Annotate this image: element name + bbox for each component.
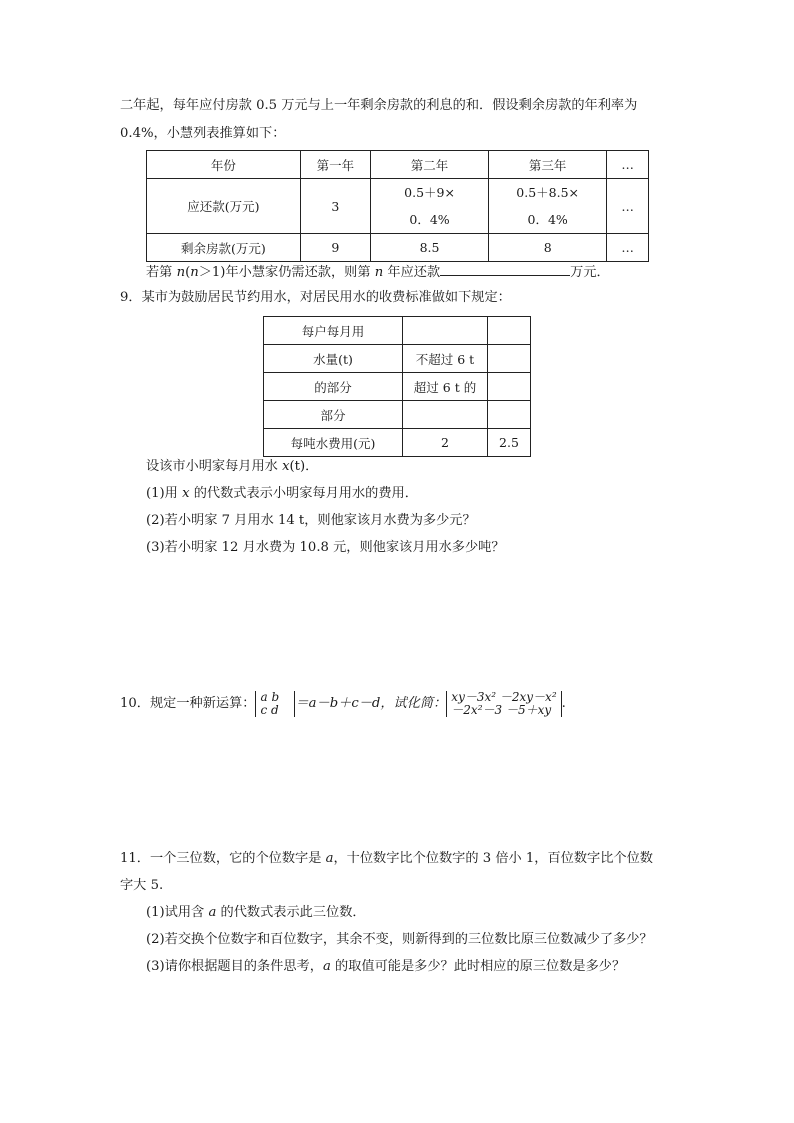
loan-table [146, 150, 649, 262]
q11-line-1 [120, 851, 653, 867]
water-r2c3 [488, 345, 531, 373]
q11-p1-rest: 的代数式表示此三位数． [216, 905, 366, 920]
q9-setup [146, 459, 318, 475]
answer-blank[interactable] [440, 262, 570, 276]
q9-var-x: x [282, 459, 290, 474]
water-r4c2 [403, 401, 488, 429]
water-r3c1: 的部分 [264, 373, 403, 401]
water-r2c2: 不超过 6 t [403, 345, 488, 373]
water-r5c1: 每吨水费用(元) [264, 429, 403, 457]
cell-payment-2-line-2: 0．4% [409, 212, 450, 227]
q11-p1-var: a [208, 905, 217, 920]
water-r3c3 [488, 373, 531, 401]
header-year-1: 第一年 [300, 151, 370, 179]
q8-text-prefix: 年应还款 [383, 265, 441, 280]
q9-setup-text: 设该市小明家每月用水 [146, 459, 283, 474]
q8-text-before: 若第 [146, 265, 177, 280]
q9-part-1 [146, 486, 418, 502]
water-r1c1: 每户每月用 [264, 317, 403, 345]
q8-text-cond: ＞1)年小慧家仍需还款，则第 [198, 265, 375, 280]
water-r1c2 [403, 317, 488, 345]
cell-payment-2-line-1: 0.5＋9× [404, 185, 455, 200]
q9-p1-rest: 的代数式表示小明家每月用水的费用． [189, 486, 418, 501]
q11-p3-rest: 的取值可能是多少？此时相应的原三位数是多少？ [330, 959, 626, 974]
intro-line-2: 0.4%，小慧列表推算如下： [120, 126, 286, 141]
det2-row-1: xy－3x² －2xy－x² [451, 689, 557, 704]
water-r5c3: 2.5 [488, 429, 531, 457]
q8-var-n: n [176, 265, 186, 280]
cell-remaining-ellipsis: … [607, 234, 649, 262]
q11-part-2: (2)若交换个位数字和百位数字，其余不变，则新得到的三位数比原三位数减少了多少？ [146, 932, 653, 947]
header-ellipsis: … [607, 151, 649, 179]
q11-p3-var: a [322, 959, 331, 974]
q8-question-tail [146, 262, 610, 281]
q11-line-2: 字大 5. [120, 878, 164, 893]
det2-row-2: －2x²－3 －5＋xy [451, 702, 552, 717]
q8-paren: ( [185, 265, 191, 280]
q8-var-n-2: n [374, 265, 384, 280]
cell-payment-3 [489, 179, 607, 234]
q11-part-1 [146, 905, 366, 921]
q11-var-a: a [325, 851, 334, 866]
cell-remaining-3: 8 [489, 234, 607, 262]
q11-text-b: ，十位数字比个位数字的 3 倍小 1，百位数字比个位数 [333, 851, 653, 866]
cell-payment-1: 3 [300, 179, 370, 234]
q9-p1-text: (1)用 [146, 486, 183, 501]
water-r4c1: 部分 [264, 401, 403, 429]
q11-p3-text: (3)请你根据题目的条件思考， [146, 959, 323, 974]
q9-setup-unit: (t)． [289, 459, 319, 474]
water-r5c2: 2 [403, 429, 488, 457]
cell-payment-3-line-2: 0．4% [527, 212, 568, 227]
cell-payment-2 [371, 179, 489, 234]
q9-p1-var: x [182, 486, 190, 501]
header-year-3: 第三年 [489, 151, 607, 179]
header-year-2: 第二年 [371, 151, 489, 179]
water-fee-table [263, 316, 531, 457]
q10-prefix: 10．规定一种新运算： [120, 696, 256, 711]
q8-unit: 万元． [570, 265, 610, 280]
q11-text-a: 11．一个三位数，它的个位数字是 [120, 851, 326, 866]
q10-definition: ＝a－b＋c－d，试化简： [295, 696, 447, 711]
water-r4c3 [488, 401, 531, 429]
row-payment-label: 应还款(万元) [147, 179, 301, 234]
q9-part-2: (2)若小明家 7 月用水 14 t，则他家该月水费为多少元？ [146, 513, 476, 528]
intro-line-1: 二年起，每年应付房款 0.5 万元与上一年剩余房款的利息的和．假设剩余房款的年利率为 [120, 98, 638, 113]
cell-remaining-1: 9 [300, 234, 370, 262]
water-r1c3 [488, 317, 531, 345]
header-year: 年份 [147, 151, 301, 179]
row-remaining-label: 剩余房款(万元) [147, 234, 301, 262]
det1-row-1: a b [260, 689, 280, 704]
water-r3c2: 超过 6 t 的 [403, 373, 488, 401]
determinant-2 [446, 691, 561, 717]
q9-title: 9．某市为鼓励居民节约用水，对居民用水的收费标准做如下规定： [120, 290, 511, 305]
determinant-1 [255, 691, 295, 717]
water-r2c1: 水量(t) [264, 345, 403, 373]
cell-payment-ellipsis: … [607, 179, 649, 234]
det1-row-2: c d [260, 702, 279, 717]
q11-p1-text: (1)试用含 [146, 905, 209, 920]
q10-end: . [561, 696, 566, 711]
cell-remaining-2: 8.5 [371, 234, 489, 262]
cell-payment-3-line-1: 0.5＋8.5× [516, 185, 580, 200]
q11-part-3 [146, 959, 625, 975]
q10-question [120, 689, 566, 719]
q8-var-n-cond: n [190, 265, 199, 280]
q9-part-3: (3)若小明家 12 月水费为 10.8 元，则他家该月用水多少吨？ [146, 540, 505, 555]
